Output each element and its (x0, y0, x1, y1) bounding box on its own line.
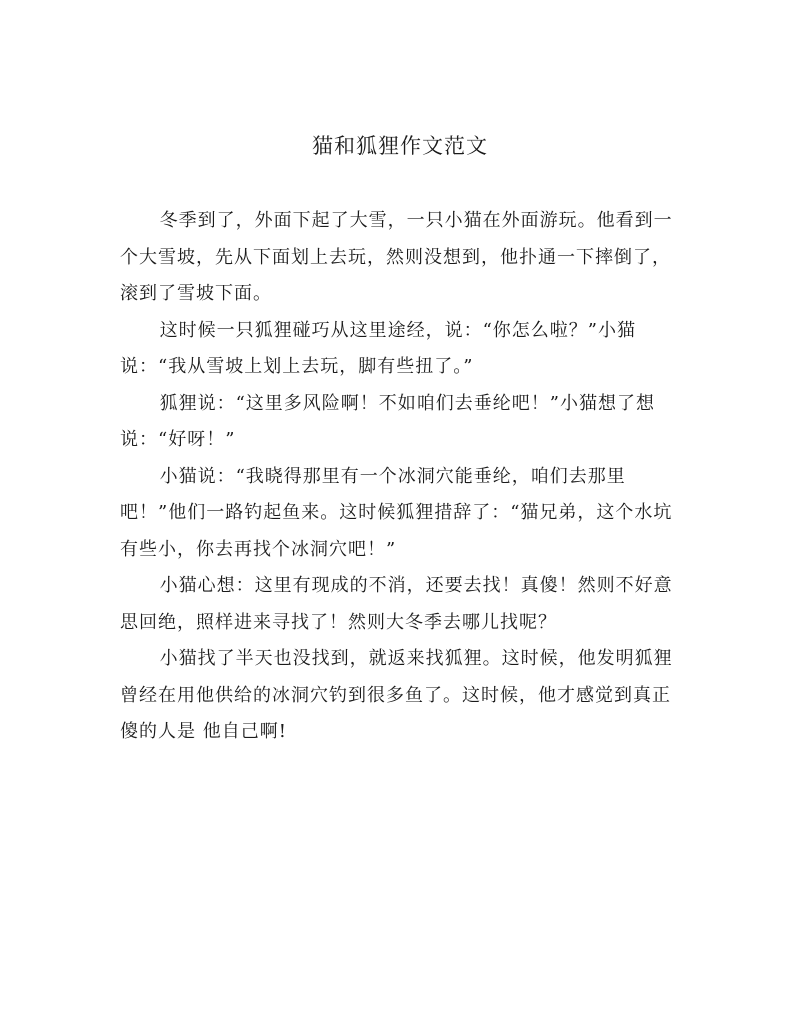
paragraph: 小猫心想：这里有现成的不消，还要去找！真傻！然则不好意思回绝，照样进来寻找了！然则大冬季去哪儿找呢？ (120, 575, 673, 633)
paragraph: 狐狸说：“这里多风险啊！不如咱们去垂纶吧！”小猫想了想说：“好呀！” (120, 392, 655, 450)
paragraph: 小猫找了半天也没找到，就返来找狐狸。这时候，他发明狐狸曾经在用他供给的冰洞穴钓到很多鱼了。这时候，他才感觉到真正傻的人是 他自己啊! (120, 648, 673, 742)
paragraph: 冬季到了，外面下起了大雪，一只小猫在外面游玩。他看到一个大雪坡，先从下面划上去玩，然则没想到，他扑通一下摔倒了，滚到了雪坡下面。 (120, 210, 673, 304)
document-body (120, 203, 680, 751)
paragraph: 这时候一只狐狸碰巧从这里途经，说：“你怎么啦？”小猫说：“我从雪坡上划上去玩，脚有些扭了。” (120, 319, 636, 377)
document-title: 猫和狐狸作文范文 (312, 134, 488, 158)
paragraph: 小猫说：“我晓得那里有一个冰洞穴能垂纶，咱们去那里吧！”他们一路钓起鱼来。这时候狐狸措辞了：“猫兄弟，这个水坑有些小，你去再找个冰洞穴吧！” (120, 465, 673, 560)
